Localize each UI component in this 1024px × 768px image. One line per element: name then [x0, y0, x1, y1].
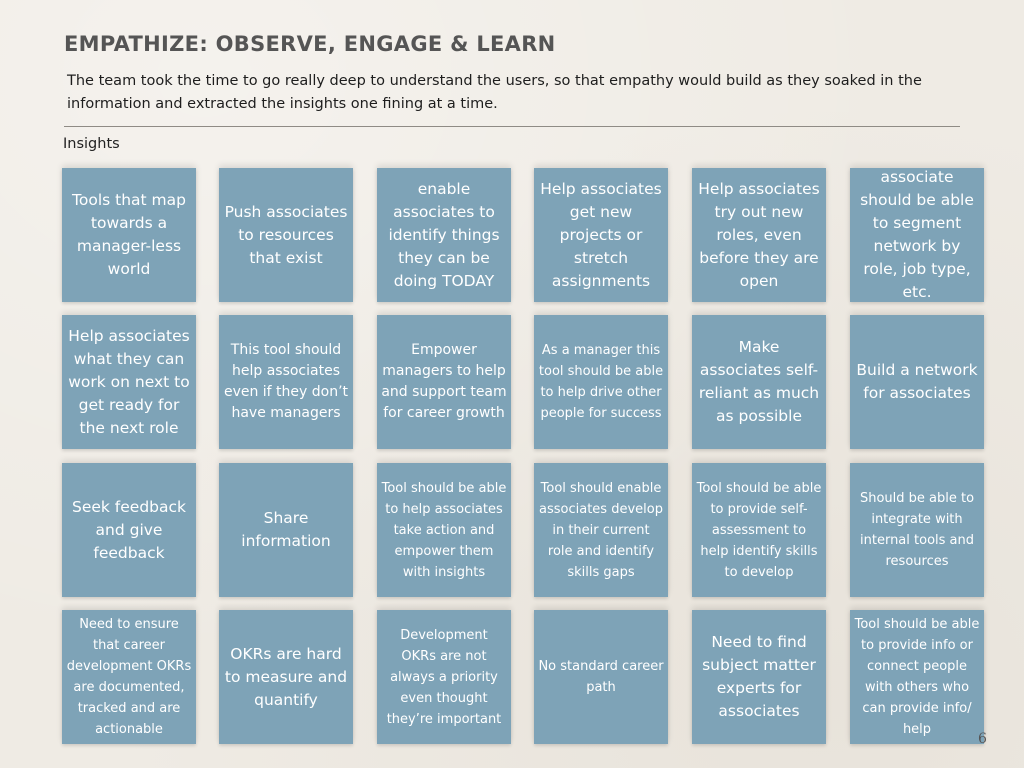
insight-card — [62, 315, 196, 449]
insight-text: No standard career path — [538, 659, 664, 695]
insight-card — [377, 168, 511, 302]
insight-text: Help associates get new projects or stretch assignments — [540, 179, 662, 290]
insight-text: Help associates what they can work on next to get ready for the next role — [68, 326, 190, 437]
divider — [64, 126, 960, 127]
insight-text: Tools that map towards a manager-less world — [72, 191, 186, 278]
insight-card — [534, 610, 668, 744]
insight-text: Development OKRs are not always a priority even thought they’re important — [386, 627, 502, 727]
insight-card — [219, 315, 353, 449]
insight-text: OKRs are hard to measure and quantify — [224, 644, 348, 709]
insight-card — [377, 315, 511, 449]
insight-text: Should be able to integrate with internal tools and resources — [859, 491, 975, 569]
insight-text: Share information — [241, 509, 331, 550]
intro-text: The team took the time to go really deep to understand the users, so that empathy would build as they soaked in the information and extracted the insights one fining at a time. — [67, 73, 922, 112]
insight-text: Tool should be able to help associates take action and empower them with insights — [381, 480, 507, 580]
insight-card — [850, 315, 984, 449]
insight-card — [219, 610, 353, 744]
insight-text: This tool should help associates even if they don’t have managers — [223, 342, 349, 421]
insight-text: Push associates to resources that exist — [224, 202, 348, 267]
insight-card — [534, 315, 668, 449]
insight-card — [850, 610, 984, 744]
insight-text: associate should be able to segment network by role, job type, etc. — [860, 168, 974, 301]
insight-card — [850, 168, 984, 302]
insight-text: Need to find subject matter experts for associates — [702, 633, 816, 720]
insight-text: Tool should be able to provide self-assessment to help identify skills to develop — [696, 480, 822, 580]
insight-card — [62, 610, 196, 744]
insight-card — [62, 168, 196, 302]
insight-card — [534, 463, 668, 597]
insight-card — [534, 168, 668, 302]
insight-text: Make associates self-reliant as much as possible — [698, 338, 820, 425]
insight-card — [850, 463, 984, 597]
insight-card — [692, 315, 826, 449]
insight-text: Tool should be able to provide info or connect people with others who can provide info/ help — [854, 617, 980, 737]
page-number: 6 — [978, 731, 987, 747]
insight-card — [219, 168, 353, 302]
insight-card — [377, 610, 511, 744]
insight-card — [692, 463, 826, 597]
insight-text: Build a network for associates — [856, 361, 978, 402]
insight-text: enable associates to identify things they can be doing TODAY — [388, 179, 500, 290]
insight-card — [692, 610, 826, 744]
insight-text: Empower managers to help and support team for career growth — [381, 342, 507, 421]
insight-card — [62, 463, 196, 597]
insight-text: Tool should enable associates develop in their current role and identify skills gaps — [539, 480, 663, 580]
insight-text: Seek feedback and give feedback — [71, 497, 187, 562]
insight-text: Help associates try out new roles, even before they are open — [698, 179, 820, 290]
section-label-insights: Insights — [63, 136, 120, 152]
insight-card — [219, 463, 353, 597]
insight-text: As a manager this tool should be able to help drive other people for success — [538, 343, 664, 421]
slide-title: EMPATHIZE: OBSERVE, ENGAGE & LEARN — [64, 32, 556, 56]
insight-text: Need to ensure that career development OKRs are documented, tracked and are actionable — [66, 617, 192, 737]
insight-card — [377, 463, 511, 597]
insight-card — [692, 168, 826, 302]
